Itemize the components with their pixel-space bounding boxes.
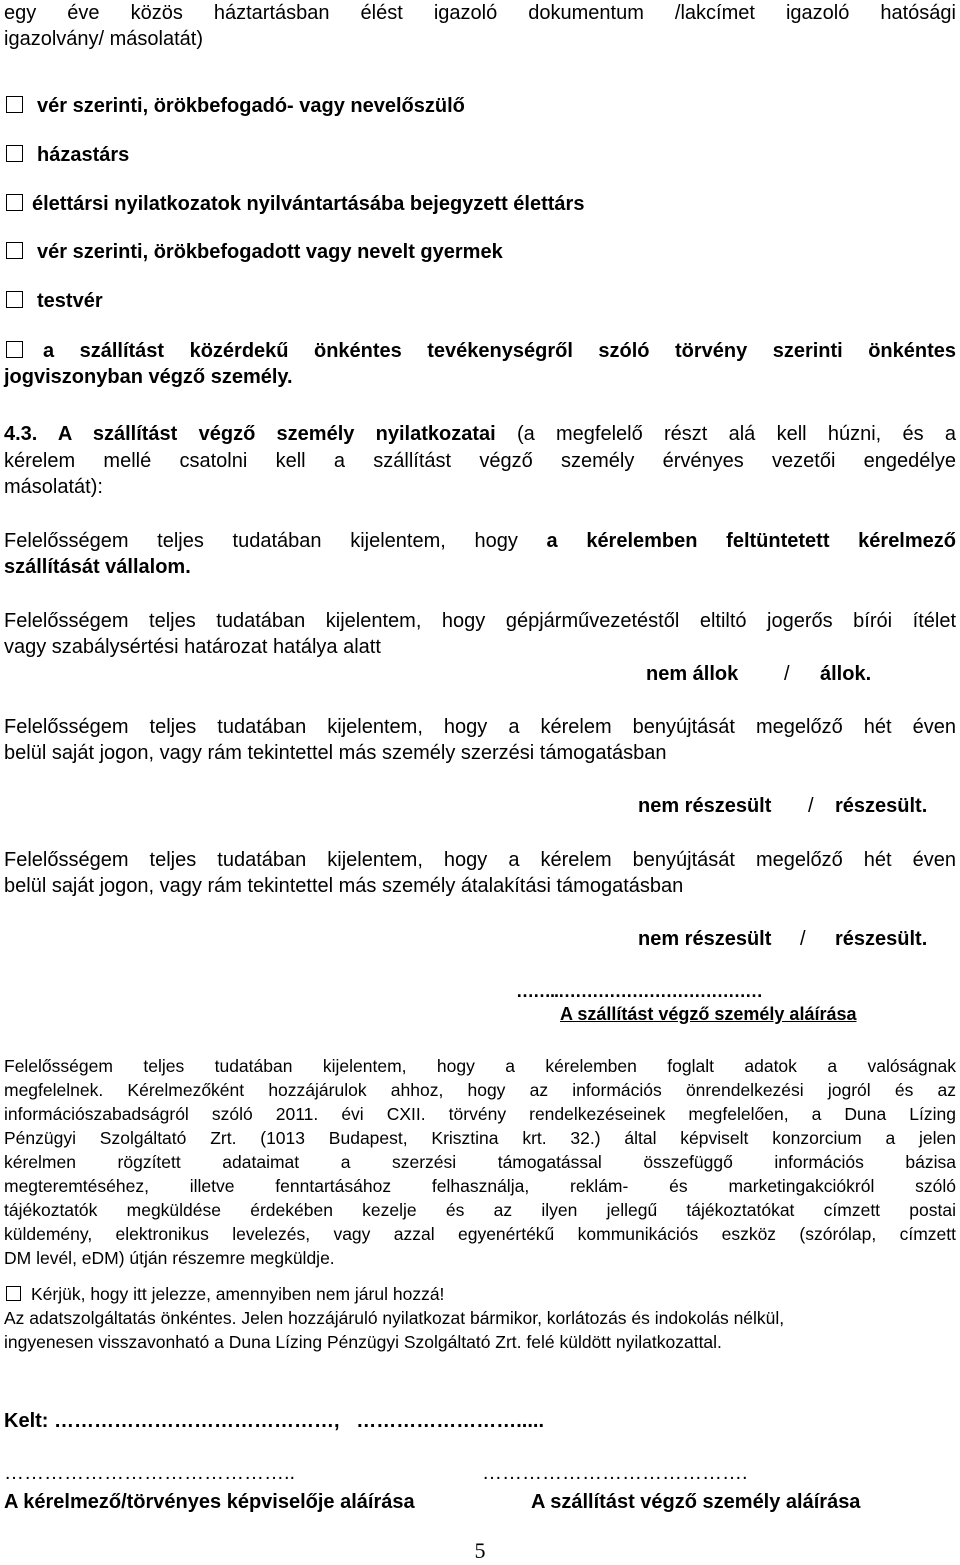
declaration-2-line-1: Felelősségem teljes tudatában kijelentem, hogy gépjárművezetéstől eltiltó jogerős bírói ítélet xyxy=(4,610,956,632)
relation-label: vér szerinti, örökbefogadó- vagy nevelőszülő xyxy=(37,95,465,117)
choice-not-received-purchase[interactable]: nem részesült xyxy=(638,795,772,817)
relation-option-sibling[interactable] xyxy=(6,288,956,314)
date-field[interactable]: ……………………………………, ……………………..... xyxy=(48,1410,545,1432)
checkbox[interactable] xyxy=(6,242,23,259)
checkbox[interactable] xyxy=(6,96,23,113)
applicant-signature-label: A kérelmező/törvényes képviselője aláírása xyxy=(4,1491,415,1513)
choice-not-received-conversion[interactable]: nem részesült xyxy=(638,928,772,950)
consent-line: kérelmen rögzített adataimat a szerzési támogatással összefüggő információs bázisa xyxy=(4,1152,956,1172)
section-title: 4.3. A szállítást végző személy nyilatkozatai xyxy=(4,423,496,445)
relation-label: vér szerinti, örökbefogadott vagy nevelt gyermek xyxy=(37,241,503,263)
date-line[interactable] xyxy=(4,1408,544,1434)
checkbox[interactable] xyxy=(6,341,23,358)
relation-option-volunteer[interactable] xyxy=(6,338,956,364)
relation-label: testvér xyxy=(37,290,103,312)
consent-line: információszabadságról szóló 2011. évi CXII. törvény rendelkezéseinek megfelelően, a Duna Lízing xyxy=(4,1104,956,1124)
consent-line: Felelősségem teljes tudatában kijelentem, hogy a kérelemben foglalt adatok a valóságnak xyxy=(4,1056,956,1076)
consent-line: Pénzügyi Szolgáltató Zrt. (1013 Budapest, Krisztina krt. 32.) által képviselt konzorcium a jelen xyxy=(4,1128,956,1148)
relation-label: házastárs xyxy=(37,144,130,166)
voluntary-line: ingyenesen visszavonható a Duna Lízing Pénzügyi Szolgáltató Zrt. felé küldött nyilatkozattal. xyxy=(4,1332,722,1352)
optout-label: Kérjük, hogy itt jelezze, amennyiben nem járul hozzá! xyxy=(31,1284,445,1304)
declaration-bold: a kérelemben feltüntetett kérelmező xyxy=(546,530,956,552)
relation-option-spouse[interactable] xyxy=(6,142,956,168)
optout-checkbox[interactable] xyxy=(6,1286,21,1301)
relation-option-parent[interactable] xyxy=(6,93,956,119)
intro-line-2: igazolvány/ másolatát) xyxy=(4,28,203,50)
voluntary-paragraph xyxy=(4,1306,956,1354)
section-4-3-line-3: másolatát): xyxy=(4,476,103,498)
section-4-3-line-2: kérelem mellé csatolni kell a szállítást végző személy érvényes vezetői engedélye xyxy=(4,450,956,472)
choice-not-under-ban[interactable]: nem állok xyxy=(646,663,739,685)
checkbox[interactable] xyxy=(6,291,23,308)
relation-label: a szállítást közérdekű önkéntes tevékenységről szóló törvény szerinti önkéntes xyxy=(43,340,956,362)
choice-separator: / xyxy=(784,663,790,685)
consent-paragraph xyxy=(4,1054,956,1270)
page-number: 5 xyxy=(474,1538,486,1563)
choice-under-ban[interactable]: állok. xyxy=(820,663,872,685)
driver-signature-label: A szállítást végző személy aláírása xyxy=(560,1004,857,1024)
consent-line: megteremtéséhez, illetve fenntartásához felhasználja, reklám- és marketingakciókról szóló xyxy=(4,1176,956,1196)
driver-signature-label-2: A szállítást végző személy aláírása xyxy=(531,1491,861,1513)
volunteer-line-2: jogviszonyban végző személy. xyxy=(4,366,293,388)
intro-line-1: egy éve közös háztartásban élést igazoló dokumentum /lakcímet igazoló hatósági xyxy=(4,2,956,24)
driver-signature-line-2[interactable]: …………………………………. xyxy=(482,1462,748,1484)
choice-separator: / xyxy=(800,928,806,950)
applicant-signature-line[interactable]: …………………………………….. xyxy=(4,1462,296,1484)
checkbox[interactable] xyxy=(6,194,23,211)
consent-line: küldemény, elektronikus levelezés, vagy azzal egyenértékű kommunikációs eszköz (szórólap, címzett xyxy=(4,1224,956,1244)
declaration-4-line-1: Felelősségem teljes tudatában kijelentem, hogy a kérelem benyújtását megelőző hét éven xyxy=(4,849,956,871)
consent-line: DM levél, eDM) útján részemre megküldje. xyxy=(4,1248,335,1268)
declaration-1 xyxy=(4,528,956,554)
declaration-3-line-1: Felelősségem teljes tudatában kijelentem, hogy a kérelem benyújtását megelőző hét éven xyxy=(4,716,956,738)
voluntary-line: Az adatszolgáltatás önkéntes. Jelen hozzájáruló nyilatkozat bármikor, korlátozás és indokolás nélkül, xyxy=(4,1308,785,1328)
choice-received-conversion[interactable]: részesült. xyxy=(835,928,928,950)
optout-option[interactable] xyxy=(6,1282,958,1306)
section-4-3-heading xyxy=(4,421,956,447)
checkbox[interactable] xyxy=(6,145,23,162)
declaration-4-line-2: belül saját jogon, vagy rám tekintettel más személy átalakítási támogatásban xyxy=(4,875,684,897)
driver-signature-line[interactable]: ……..……………………………… xyxy=(516,981,763,1001)
date-label: Kelt: xyxy=(4,1410,49,1432)
declaration-2-line-2: vagy szabálysértési határozat hatálya alatt xyxy=(4,636,381,658)
relation-label: élettársi nyilatkozatok nyilvántartásába bejegyzett élettárs xyxy=(32,193,585,215)
relation-option-child[interactable] xyxy=(6,239,956,265)
consent-line: tájékoztatók megküldése érdekében kezelje és az ilyen jellegű tájékoztatókat címzett postai xyxy=(4,1200,956,1220)
choice-separator: / xyxy=(808,795,814,817)
relation-option-partner[interactable] xyxy=(6,191,956,217)
declaration-text: Felelősségem teljes tudatában kijelentem, hogy xyxy=(4,530,547,552)
declaration-1-line-2: szállítását vállalom. xyxy=(4,556,191,578)
choice-received-purchase[interactable]: részesült. xyxy=(835,795,928,817)
section-instructions: (a megfelelő részt alá kell húzni, és a xyxy=(495,423,957,445)
declaration-3-line-2: belül saját jogon, vagy rám tekintettel más személy szerzési támogatásban xyxy=(4,742,667,764)
consent-line: megfelelnek. Kérelmezőként hozzájárulok ahhoz, hogy az információs önrendelkezési jogról és az xyxy=(4,1080,956,1100)
